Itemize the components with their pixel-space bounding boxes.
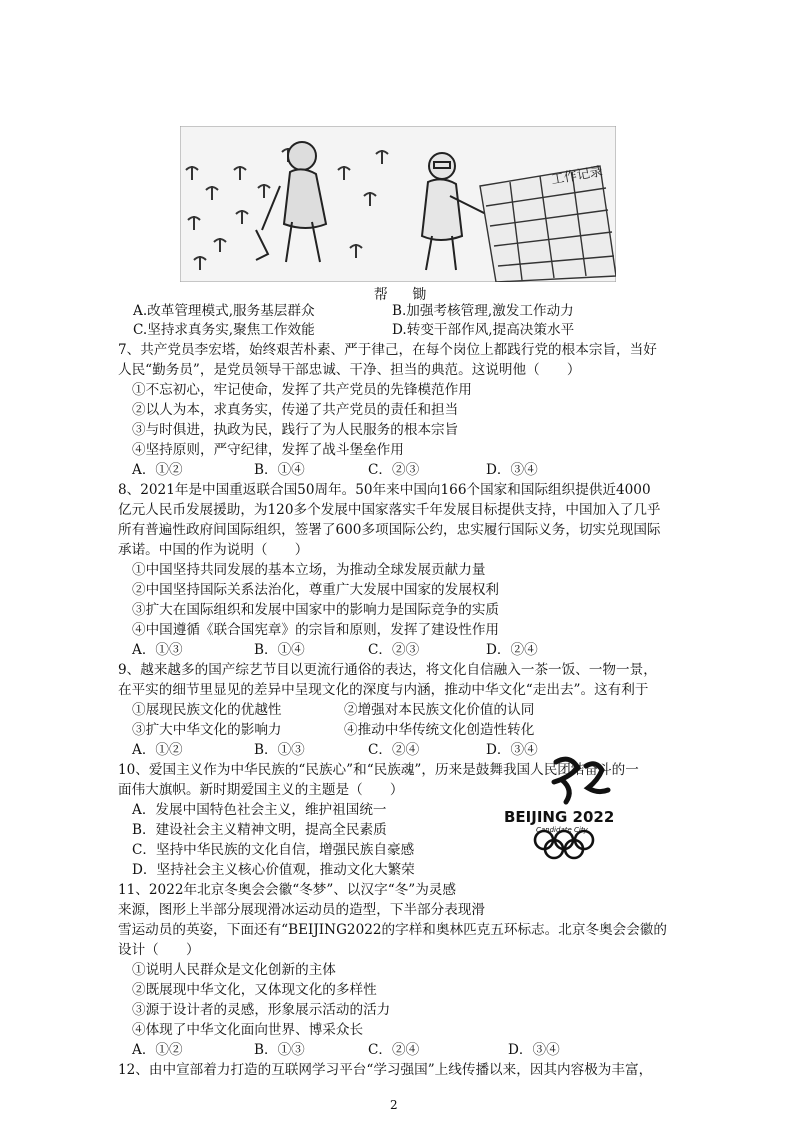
q7-item-3: ③与时俱进，执政为民，践行了为人民服务的根本宗旨 xyxy=(132,422,459,438)
q10-stem-line2: 面伟大旗帜。新时期爱国主义的主题是（ ） xyxy=(118,782,404,798)
q9-item-3: ③扩大中华文化的影响力 xyxy=(132,722,282,738)
cartoon-illustration xyxy=(180,126,616,282)
q7-option-a: A．①② xyxy=(132,462,183,478)
q11-item-3: ③源于设计者的灵感，形象展示活动的活力 xyxy=(132,1002,391,1018)
q9-item-1: ①展现民族文化的优越性 xyxy=(132,702,282,718)
q8-stem-line1: 8、2021年是中国重返联合国50周年。50年来中国向166个国家和国际组织提供近4000 xyxy=(118,482,651,498)
q8-stem-line2: 亿元人民币发展援助，为120多个发展中国家落实千年发展目标提供支持，中国加入了几乎 xyxy=(118,502,661,518)
q11-item-4: ④体现了中华文化面向世界、博采众长 xyxy=(132,1022,364,1038)
q11-stem-line3: 雪运动员的英姿，下面还有“BEIJING2022的字样和奥林匹克五环标志。北京冬奥会会徽的 xyxy=(118,922,667,938)
q7-option-c: C．②③ xyxy=(368,462,420,478)
emblem-winter-glyph xyxy=(554,759,608,802)
olympic-rings-icon xyxy=(535,831,593,858)
beijing-2022-emblem xyxy=(500,752,660,860)
q9-item-4: ④推动中华传统文化创造性转化 xyxy=(344,722,535,738)
q12-stem-line1: 12、由中宣部着力打造的互联网学习平台“学习强国”上线传播以来，因其内容极为丰富， xyxy=(118,1062,653,1078)
q6-option-b: B.加强考核管理,激发工作动力 xyxy=(392,303,574,319)
q8-item-2: ②中国坚持国际关系法治化，尊重广大发展中国家的发展权利 xyxy=(132,582,500,598)
q11-option-b: B．①③ xyxy=(254,1042,305,1058)
q6-option-c: C.坚持求真务实,聚焦工作效能 xyxy=(133,322,315,338)
q7-item-4: ④坚持原则，严守纪律，发挥了战斗堡垒作用 xyxy=(132,442,404,458)
emblem-tagline: Candidate City xyxy=(536,826,588,834)
q7-item-2: ②以人为本，求真务实，传递了共产党员的责任和担当 xyxy=(132,402,459,418)
q8-option-b: B．①④ xyxy=(254,642,305,658)
cartoon-caption: 帮 锄 xyxy=(373,287,437,303)
q8-item-3: ③扩大在国际组织和发展中国家中的影响力是国际竞争的实质 xyxy=(132,602,500,618)
q11-item-2: ②既展现中华文化，又体现文化的多样性 xyxy=(132,982,377,998)
q11-option-d: D．③④ xyxy=(508,1042,560,1058)
q9-item-2: ②增强对本民族文化价值的认同 xyxy=(344,702,535,718)
q11-option-c: C．②④ xyxy=(368,1042,420,1058)
q11-stem-line1: 11、2022年北京冬奥会会徽“冬梦”、以汉字“冬”为灵感 xyxy=(118,882,456,898)
q7-item-1: ①不忘初心，牢记使命，发挥了共产党员的先锋模范作用 xyxy=(132,382,472,398)
q7-option-d: D．③④ xyxy=(486,462,538,478)
q11-stem-line2: 来源，图形上半部分展现滑冰运动员的造型，下半部分表现滑 xyxy=(118,902,486,918)
q6-option-d: D.转变干部作风,提高决策水平 xyxy=(392,322,575,338)
q8-item-1: ①中国坚持共同发展的基本立场，为推动全球发展贡献力量 xyxy=(132,562,486,578)
q11-item-1: ①说明人民群众是文化创新的主体 xyxy=(132,962,336,978)
q11-stem-line4: 设计（ ） xyxy=(118,942,200,958)
cartoon-record-text: 工作记录 xyxy=(550,164,604,188)
q10-option-a: A．发展中国特色社会主义，维护祖国统一 xyxy=(132,802,387,818)
q8-stem-line4: 承诺。中国的作为说明（ ） xyxy=(118,542,309,558)
q10-stem-line1: 10、爱国主义作为中华民族的“民族心”和“民族魂”，历来是鼓舞我国人民团结奋斗的一 xyxy=(118,762,639,778)
q10-option-c: C．坚持中华民族的文化自信，增强民族自豪感 xyxy=(132,842,415,858)
q8-stem-line3: 所有普遍性政府间国际组织，签署了600多项国际公约，忠实履行国际义务，切实兑现国际 xyxy=(118,522,661,538)
q9-option-b: B．①③ xyxy=(254,742,305,758)
q9-option-d: D．③④ xyxy=(486,742,538,758)
q10-option-b: B．建设社会主义精神文明，提高全民素质 xyxy=(132,822,387,838)
q7-stem-line2: 人民“勤务员”，是党员领导干部忠诚、干净、担当的典范。这说明他（ ） xyxy=(118,362,581,378)
q8-option-a: A．①③ xyxy=(132,642,183,658)
q9-option-a: A．①② xyxy=(132,742,183,758)
q11-option-a: A．①② xyxy=(132,1042,183,1058)
q8-option-d: D．②④ xyxy=(486,642,538,658)
q7-stem-line1: 7、共产党员李宏塔，始终艰苦朴素、严于律己，在每个岗位上都践行党的根本宗旨，当好 xyxy=(118,342,657,358)
q8-item-4: ④中国遵循《联合国宪章》的宗旨和原则，发挥了建设性作用 xyxy=(132,622,500,638)
q9-stem-line1: 9、越来越多的国产综艺节目以更流行通俗的表达，将文化自信融入一茶一饭、一物一景， xyxy=(118,662,657,678)
q8-option-c: C．②③ xyxy=(368,642,420,658)
emblem-wordmark: BEIJING 2022 xyxy=(504,808,615,826)
q7-option-b: B．①④ xyxy=(254,462,305,478)
q10-option-d: D．坚持社会主义核心价值观，推动文化大繁荣 xyxy=(132,862,415,878)
page-number: 2 xyxy=(390,1098,398,1112)
q9-stem-line2: 在平实的细节里显见的差异中呈现文化的深度与内涵，推动中华文化“走出去”。这有利于 xyxy=(118,682,649,698)
q6-option-a: A.改革管理模式,服务基层群众 xyxy=(133,303,315,319)
q9-option-c: C．②④ xyxy=(368,742,420,758)
